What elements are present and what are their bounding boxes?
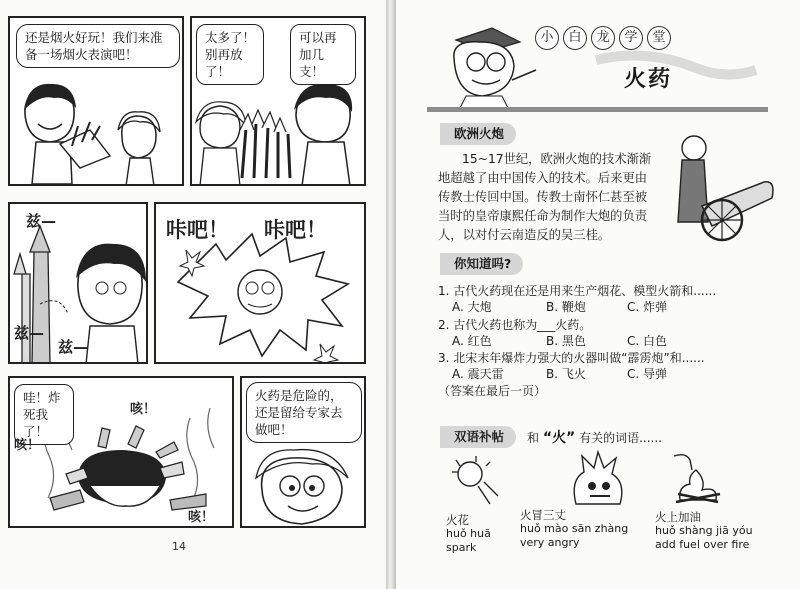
panel-1-speech-bubble: 还是烟火好玩！我们来准备一场烟火表演吧！ (16, 24, 180, 68)
header-char: 白 (563, 26, 587, 50)
section-label-bilingual: 双语补帖 (440, 426, 516, 448)
section-label-did-you-know: 你知道吗? (440, 253, 523, 275)
quiz-question-3: 3. 北宋末年爆炸力强大的火器叫做“霹雳炮”和...... (438, 351, 705, 365)
section-1-line: 当时的皇帝康熙任命为制作大炮的负责 (438, 209, 648, 223)
quiz-option: C. 白色 (627, 334, 668, 348)
panel-4-sfx-left: 咔吧！ (166, 218, 229, 242)
bilingual-intro-keyword: “火” (542, 430, 576, 446)
panel-3-sfx-top: 兹— (26, 212, 57, 230)
quiz-option: B. 黑色 (546, 334, 586, 348)
comic-panel-2 (190, 16, 366, 186)
page-title: 火药 (624, 67, 673, 92)
term-english: very angry (520, 536, 580, 549)
book-gutter (386, 0, 396, 589)
panel-5-cough-left: 咳！ (14, 438, 41, 453)
header-char: 堂 (647, 26, 671, 50)
section-1-line: 人，以对付云南造反的吴三桂。 (438, 228, 611, 242)
left-page (0, 0, 386, 589)
panel-3-sfx-bottom-a: 兹— (14, 324, 45, 342)
bilingual-intro-post: 有关的词语...... (579, 431, 662, 445)
panel-5-cough-top: 咳！ (130, 402, 157, 417)
section-1-line: 地超越了由中国传入的技术。后来更由 (438, 171, 648, 185)
quiz-question-1: 1. 古代火药现在还是用来生产烟花、模型火箭和...... (438, 284, 717, 298)
term-chinese: 火花 (446, 513, 469, 527)
bilingual-intro-pre: 和 (527, 431, 540, 445)
quiz-option: B. 鞭炮 (546, 300, 586, 314)
term-chinese: 火上加油 (655, 510, 701, 524)
header-rule (427, 107, 768, 112)
term-chinese: 火冒三丈 (520, 508, 566, 522)
panel-5-speech-bubble: 哇！炸死我了！ (14, 384, 74, 445)
term-pinyin: huǒ huā (446, 527, 491, 540)
section-1-line: 传教士传回中国。传教士南怀仁甚至被 (438, 190, 648, 204)
quiz-option: C. 炸弹 (627, 300, 668, 314)
term-english: add fuel over fire (655, 538, 750, 551)
panel-6-speech-bubble: 火药是危险的，还是留给专家去做吧！ (246, 382, 362, 443)
header-char: 学 (619, 26, 643, 50)
panel-4-sfx-right: 咔吧！ (264, 218, 327, 242)
fuel-fire-illustration (666, 450, 730, 506)
bilingual-intro (527, 430, 662, 446)
quiz-option: C. 导弹 (627, 367, 668, 381)
panel-5-cough-bottom: 咳！ (188, 510, 215, 525)
angry-flame-illustration (566, 450, 630, 506)
panel-2-speech-bubble-left: 太多了！别再放了！ (196, 24, 264, 85)
term-pinyin: huǒ mào sān zhàng (520, 522, 629, 535)
term-english: spark (446, 541, 477, 554)
quiz-answer-note: （答案在最后一页） (438, 384, 547, 398)
comic-panel-1 (8, 16, 184, 186)
section-1-line: 15~17世纪，欧洲火炮的技术渐渐 (462, 152, 652, 166)
panel-3-sfx-bottom-b: 兹— (58, 338, 89, 356)
quiz-option: B. 飞火 (546, 367, 586, 381)
section-label-european-cannon: 欧洲火炮 (440, 123, 516, 145)
header-series-title (535, 26, 675, 50)
header-char: 龙 (591, 26, 615, 50)
page-number: 14 (172, 540, 186, 553)
header-char: 小 (535, 26, 559, 50)
quiz-option: A. 大炮 (452, 300, 492, 314)
comic-panel-5 (8, 376, 234, 528)
quiz-option: A. 红色 (452, 334, 492, 348)
quiz-option: A. 震天雷 (452, 367, 504, 381)
cannon-with-priest-illustration (672, 126, 782, 246)
spark-illustration (446, 452, 506, 508)
comic-panel-4 (154, 202, 366, 364)
panel-2-speech-bubble-right: 可以再加几支！ (290, 24, 356, 85)
comic-panel-3 (8, 202, 148, 364)
quiz-question-2: 2. 古代火药也称为___火药。 (438, 318, 592, 332)
comic-panel-6 (240, 376, 366, 528)
term-pinyin: huǒ shàng jiā yóu (655, 524, 753, 537)
header-dragon-scholar-illustration (396, 0, 800, 110)
